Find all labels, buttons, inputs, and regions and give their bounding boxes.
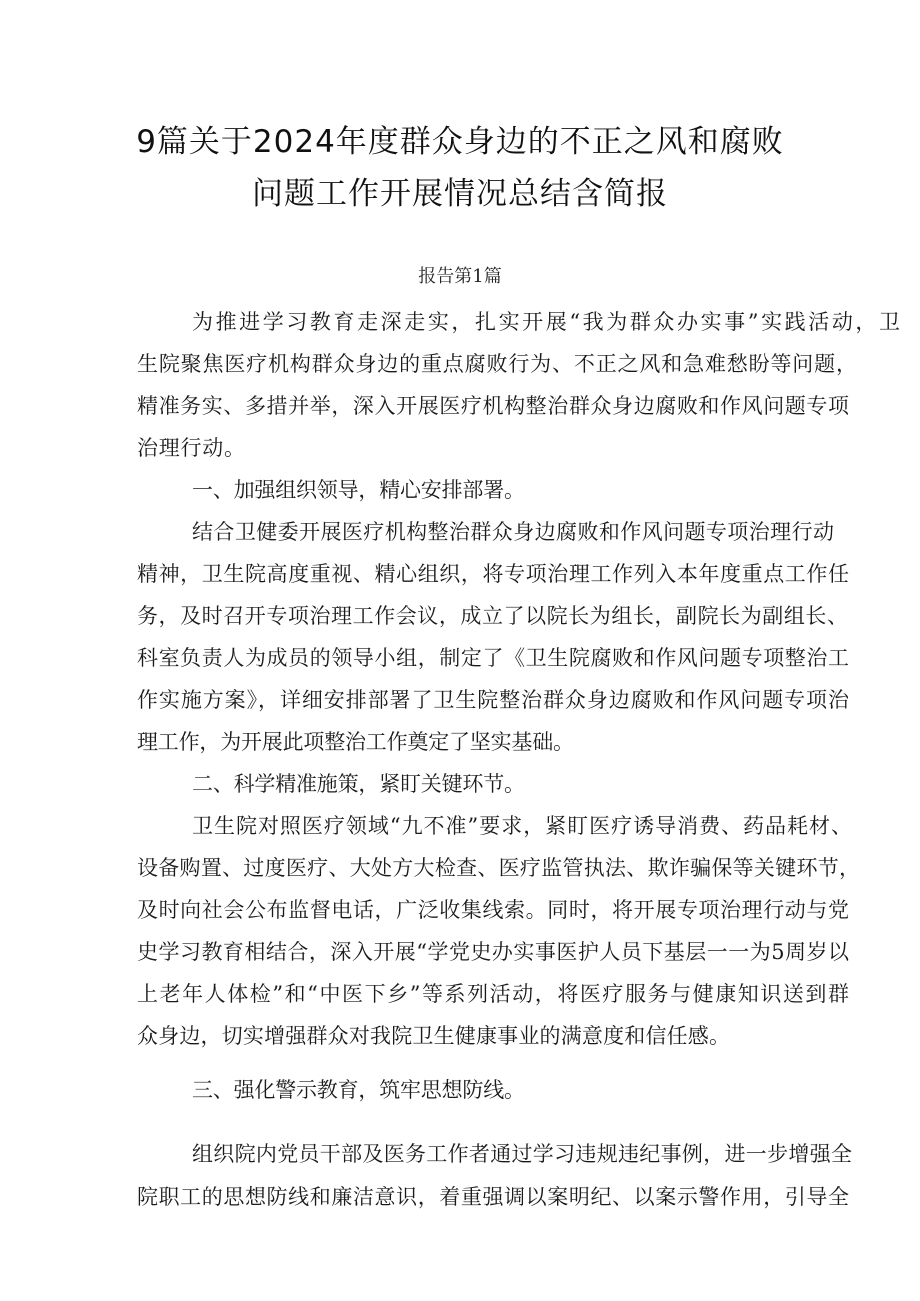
body-line-text: 治理行动。	[137, 436, 246, 460]
body-line-text: 二、科学精准施策，紧盯关键环节。	[192, 772, 525, 796]
body-line-text: 务，及时召开专项治理工作会议，成立了以院长为组长，副院长为副组长、	[137, 604, 849, 628]
body-line-text: 组织院内党员干部及医务工作者通过学习违规违纪事例，进一步增强全	[192, 1142, 853, 1166]
document-title-line-1: 9篇关于2024年度群众身边的不正之风和腐败	[136, 124, 784, 160]
body-line-text: 三、强化警示教育，筑牢思想防线。	[192, 1078, 525, 1102]
body-line-text: 及时向社会公布监督电话，广泛收集线索。同时，将开展专项治理行动与党	[137, 898, 850, 922]
body-line-text: 结合卫健委开展医疗机构整治群众身边腐败和作风问题专项治理行动	[192, 520, 835, 544]
body-line-text: 精神，卫生院高度重视、精心组织，将专项治理工作列入本年度重点工作任	[137, 562, 850, 586]
body-line-text: 院职工的思想防线和廉洁意识，着重强调以案明纪、以案示警作用，引导全	[137, 1185, 850, 1209]
body-line-text: 卫生院对照医疗领域“九不准”要求，紧盯医疗诱导消费、药品耗材、	[192, 814, 853, 838]
body-line-text: 为推进学习教育走深走实，扎实开展“我为群众办实事”实践活动，卫	[192, 310, 903, 334]
body-line-text: 一、加强组织领导，精心安排部署。	[192, 478, 525, 502]
body-line-text: 生院聚焦医疗机构群众身边的重点腐败行为、不正之风和急难愁盼等问题，	[137, 352, 858, 376]
document-title-line-2: 问题工作开展情况总结含简报	[252, 176, 668, 212]
body-line-text: 众身边，切实增强群众对我院卫生健康事业的满意度和信任感。	[137, 1024, 731, 1048]
section-heading: 报告第1篇	[418, 266, 502, 287]
body-line-text: 作实施方案》，详细安排部署了卫生院整治群众身边腐败和作风问题专项治	[137, 688, 850, 712]
body-line-text: 上老年人体检”和“中医下乡”等系列活动，将医疗服务与健康知识送到群	[137, 982, 851, 1006]
body-line-text: 史学习教育相结合，深入开展“学党史办实事医护人员下基层一一为5周岁以	[137, 940, 850, 964]
body-line-text: 理工作，为开展此项整治工作奠定了坚实基础。	[137, 730, 574, 754]
body-line-text: 科室负责人为成员的领导小组，制定了《卫生院腐败和作风问题专项整治工	[137, 646, 850, 670]
body-line-text: 设备购置、过度医疗、大处方大检查、医疗监管执法、欺诈骗保等关键环节，	[137, 856, 861, 880]
body-line-text: 精准务实、多措并举，深入开展医疗机构整治群众身边腐败和作风问题专项	[137, 394, 850, 418]
